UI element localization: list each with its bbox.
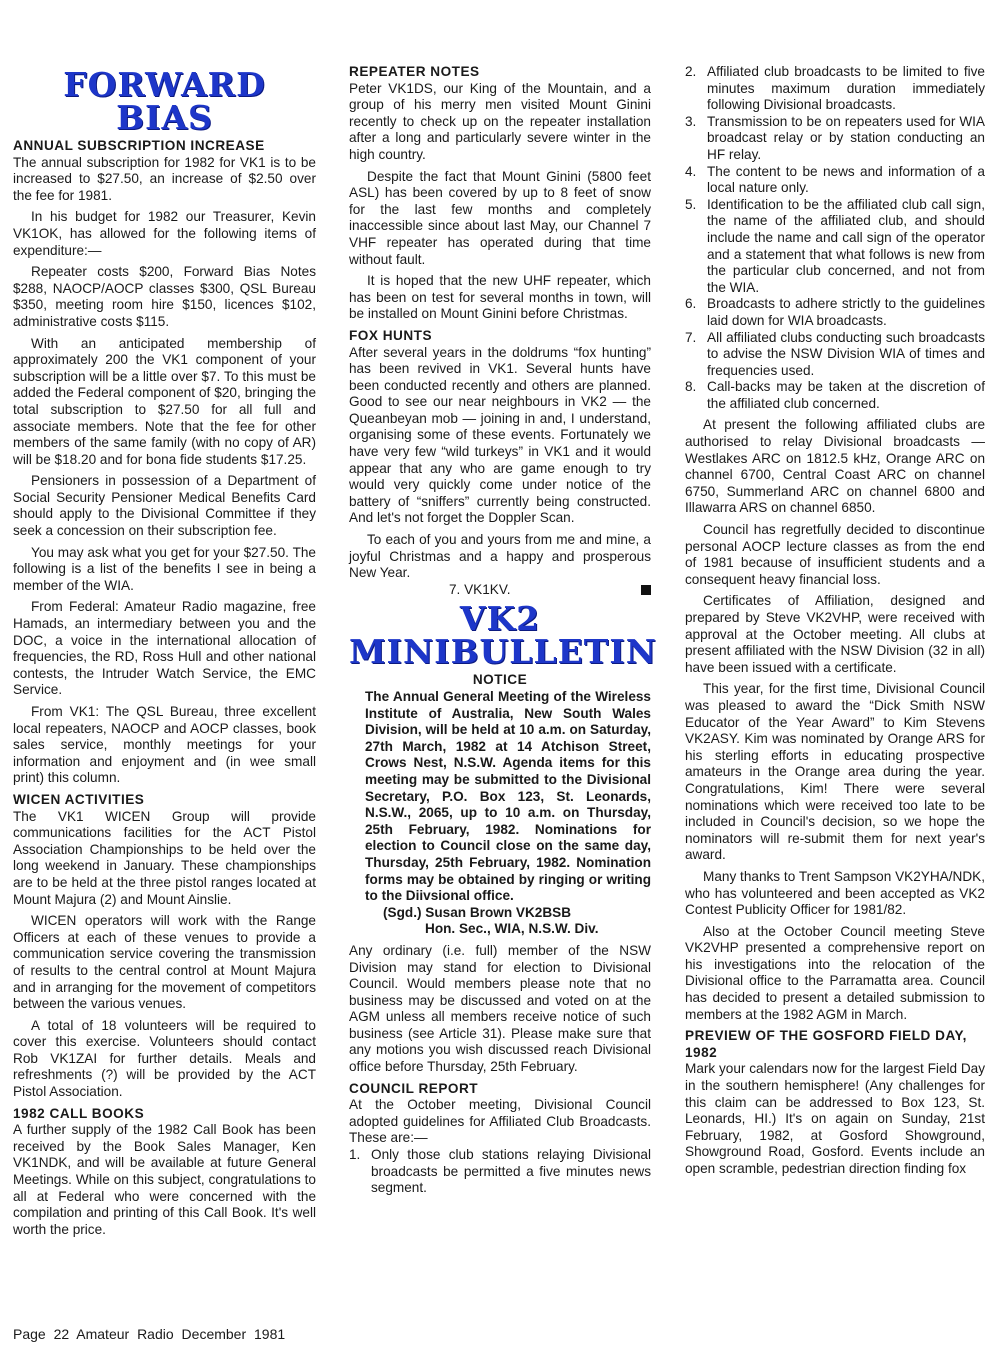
list-text: Identification to be the affiliated club call sign, the name of the affiliated club, and should include the name and call sign of the operator and a statement that what follows is new from the particular club concerned, and not from the WIA. (707, 196, 985, 295)
heading-call-books: 1982 CALL BOOKS (13, 1105, 145, 1121)
column-3 (685, 64, 985, 1178)
paragraph: The annual subscription for 1982 for VK1 is to be increased to $27.50, an increase of $2.50 over the fee for 1981. (13, 154, 316, 203)
author-callsign: 7. VK1KV. (449, 581, 511, 597)
paragraph: WICEN operators will work with the Range Officers at each of these venues to provide a communication service covering the transmission of results to the central control at Mount Majura and in arranging for the movement of competitors between the various venues. (13, 913, 316, 1012)
page-footer: Page 22 Amateur Radio December 1981 (13, 1326, 286, 1342)
heading-annual-subscription: ANNUAL SUBSCRIPTION INCREASE (13, 138, 265, 153)
paragraph: It is hoped that the new UHF repeater, which has been on test for several months in town, will be installed on Mount Ginini before Christmas. (349, 273, 651, 322)
notice-text: The Annual General Meeting of the Wireless Institute of Australia, New South Wales Division, will be held at 10 a.m. on Saturday, 27th March, 1982 at 14 Atchison Street, Crows Nest, N.S.W. Agenda items for this meeting may be submitted to the Divisional Secretary, P.O. Box 123, St. Leonards, N.S.W., 2065, up to 10 a.m. on Thursday, 25th February, 1982. Nominations for election to Council close on the same day, Thursday, 25th February, 1982. Nomination forms may be obtained by ringing or writing to the Diivsional office. (365, 689, 651, 904)
paragraph: In his budget for 1982 our Treasurer, Kevin VK1OK, has allowed for the following items of expenditure:— (13, 209, 316, 258)
list-item (685, 64, 985, 114)
paragraph: At the October meeting, Divisional Council adopted guidelines for Affiliated Club Broadcasts. These are:— (349, 1097, 651, 1146)
list-item (349, 1147, 651, 1197)
list-text: All affiliated clubs conducting such broadcasts to advise the NSW Division WIA of times and frequencies used. (707, 329, 985, 378)
list-item (685, 114, 985, 164)
end-mark-icon (641, 585, 651, 595)
list-item (685, 296, 985, 329)
heading-repeater-notes: REPEATER NOTES (349, 64, 480, 79)
paragraph: A total of 18 volunteers will be required to cover this exercise. Volunteers should contact Rob VK1ZAI for further details. Meals and refreshments (?) will be provided by the ACT Pistol Association. (13, 1017, 316, 1100)
agm-notice (349, 689, 651, 938)
list-number: 3. (685, 113, 697, 129)
paragraph: Also at the October Council meeting Steve VK2VHP presented a comprehensive report on his investigations into the relocation of the Divisional office to the Parramatta area. Council has decided to present a detailed submission to members at the 1982 AGM in March. (685, 923, 985, 1022)
list-text: Broadcasts to adhere strictly to the guidelines laid down for WIA broadcasts. (707, 296, 985, 328)
forward-bias-banner (13, 65, 316, 137)
paragraph: At present the following affiliated clubs are authorised to relay Divisional broadcasts — Westlakes ARC on 1812.5 kHz, Orange ARC on channel 6700, Central Coast ARC on channel 6750, Summerland ARC on channel 6800 and Illawarra ARS on channel 6850. (685, 417, 985, 516)
column-2 (349, 64, 657, 1197)
list-text: Transmission to be on repeaters used for WIA broadcast relay or by station conducting an HF relay. (707, 113, 985, 162)
paragraph: This year, for the first time, Divisional Council was pleased to award the “Dick Smith NSW Educator of the Year Award” to Kim Stevens VK2ASY. Kim was nominated by Orange ARS for his sterling efforts in educating prospective amateurs in the Orange area during the year. Congratulations, Kim! There were several nominations which were received too late to be included in Council's decision, so we hope the nominators will re-submit them for next year's award. (685, 681, 985, 863)
list-number: 4. (685, 163, 697, 179)
paragraph: With an anticipated membership of approximately 200 the VK1 component of your subscription will be a little over $7. To this must be added the Federal component of $20, bringing the total subscription to $27.50 for all full and associate members. Note that the fee for other members of the same family (with no copy of AR) will be $18.20 and for bona fide students $17.25. (13, 335, 316, 467)
list-item (685, 330, 985, 380)
paragraph: The VK1 WICEN Group will provide communications facilities for the ACT Pistol Association Championships to be held over the long weekend in January. These championships are to be held at the three pistol ranges located at Mount Majura (2) and Mount Ainslie. (13, 808, 316, 907)
paragraph: To each of you and yours from me and mine, a joyful Christmas and a happy and prosperous New Year. (349, 532, 651, 581)
guideline-list (349, 1147, 651, 1197)
paragraph: Despite the fact that Mount Ginini (5800 feet ASL) has been covered by up to 8 feet of snow for the last few months and completely inaccessible since about last May, our Channel 7 VHF repeater has operated during that time without fault. (349, 168, 651, 267)
list-number: 8. (685, 379, 697, 395)
paragraph: Mark your calendars now for the largest Field Day in the southern hemisphere! (Any challenges for this claim can be addressed to Box 123, St. Leonards, HI.) It's on again on Sunday, 21st February, 1982, at Gosford Showground, Showground Road, Gosford. Events include an open scramble, pedestrian direction finding fox (685, 1061, 985, 1176)
paragraph: Repeater costs $200, Forward Bias Notes $288, NAOCP/AOCP classes $300, QSL Bureau $350, meeting room hire $150, licences $102, administrative costs $115. (13, 264, 316, 329)
paragraph: Council has regretfully decided to discontinue personal AOCP lecture classes as from the end of 1981 because of insufficient students and a consequent heavy financial loss. (685, 522, 985, 587)
list-number: 6. (685, 296, 697, 312)
vk2-minibulletin-banner (349, 599, 657, 672)
paragraph: Any ordinary (i.e. full) member of the NSW Division may stand for election to Divisional Council. Would members please note that no business may be discussed and voted on at the AGM unless all members receive notice of such business (see Article 31). Please make sure that any motions you wish discussed reach Divisional office before Thursday, 25th February. (349, 942, 651, 1075)
column-1 (13, 64, 316, 1238)
notice-signature: (Sgd.) Susan Brown VK2BSB (383, 904, 572, 920)
paragraph: Many thanks to Trent Sampson VK2YHA/NDK, who has volunteered and been accepted as VK2 Contest Publicity Officer for 1981/82. (685, 868, 985, 918)
heading-gosford-field-day: PREVIEW OF THE GOSFORD FIELD DAY, 1982 (685, 1028, 967, 1060)
guideline-list-continued (685, 64, 985, 412)
banner-line-1: VK2 (459, 599, 541, 639)
banner-line-2: MINIBULLETIN (349, 632, 657, 672)
paragraph: From Federal: Amateur Radio magazine, free Hamads, an intermediary between you and the DOC, a voice in the international allocation of frequencies, the RD, Ross Hull and other national contests, the Intruder Watch Service, the EMC Service. (13, 599, 316, 698)
list-item (685, 197, 985, 297)
paragraph: You may ask what you get for your $27.50. The following is a list of the benefits I see in being a member of the WIA. (13, 544, 316, 593)
notice-signature-title: Hon. Sec., WIA, N.S.W. Div. (425, 921, 599, 937)
list-item (685, 164, 985, 197)
list-number: 5. (685, 196, 697, 212)
author-signature (349, 582, 651, 599)
paragraph: After several years in the doldrums “fox hunting” has been revived in VK1. Several hunts have been conducted recently and others are planned. Good to see our near neighbours in VK2 — the Queanbeyan mob — joining in and, I understand, organising some of these events. Fortunately we have very few “wild turkeys” in VK1 and it would appear that any who are game enough to try would very quickly come under notice of the battery of “sniffers” currently being constructed. And let's not forget the Doppler Scan. (349, 344, 651, 526)
list-text: Only those club stations relaying Divisional broadcasts be permitted a five minutes news segment. (371, 1147, 651, 1196)
paragraph: Certificates of Affiliation, designed and prepared by Steve VK2VHP, were received with approval at the October meeting. All clubs at present affiliated with the NSW Division (32 in all) have been issued with a certificate. (685, 593, 985, 675)
heading-council-report: COUNCIL REPORT (349, 1080, 479, 1096)
paragraph: From VK1: The QSL Bureau, three excellent local repeaters, NAOCP and AOCP classes, book sales service, monthly meetings for your information and enjoyment and (in wee small print) this column. (13, 704, 316, 786)
list-number: 1. (349, 1147, 361, 1163)
banner-line-1: FORWARD (63, 65, 266, 104)
paragraph: Peter VK1DS, our King of the Mountain, and a group of his merry men visited Mount Ginini recently to check up on the repeater installation after a long and particularly severe winter in the high country. (349, 80, 651, 162)
banner-line-2: BIAS (116, 98, 213, 137)
heading-fox-hunts: FOX HUNTS (349, 327, 433, 343)
list-text: Call-backs may be taken at the discretion of the affiliated club concerned. (707, 379, 985, 411)
heading-wicen: WICEN ACTIVITIES (13, 791, 145, 807)
list-text: The content to be news and information of a local nature only. (707, 163, 985, 196)
paragraph: Pensioners in possession of a Department of Social Security Pensioner Medical Benefits Card should apply to the Divisional Committee if they seek a concession on their subscription fee. (13, 473, 316, 539)
list-number: 2. (685, 64, 697, 79)
paragraph: A further supply of the 1982 Call Book has been received by the Book Sales Manager, Ken VK1NDK, and will be available at future General Meetings. While on this subject, congratulations to all at Federal who were concerned with the compilation and printing of this Call Book. It's well worth the price. (13, 1122, 316, 1237)
list-number: 7. (685, 329, 697, 345)
heading-notice: NOTICE (472, 672, 528, 688)
list-item (685, 379, 985, 412)
list-text: Affiliated club broadcasts to be limited to five minutes maximum duration immediately following Divisional broadcasts. (707, 64, 985, 113)
